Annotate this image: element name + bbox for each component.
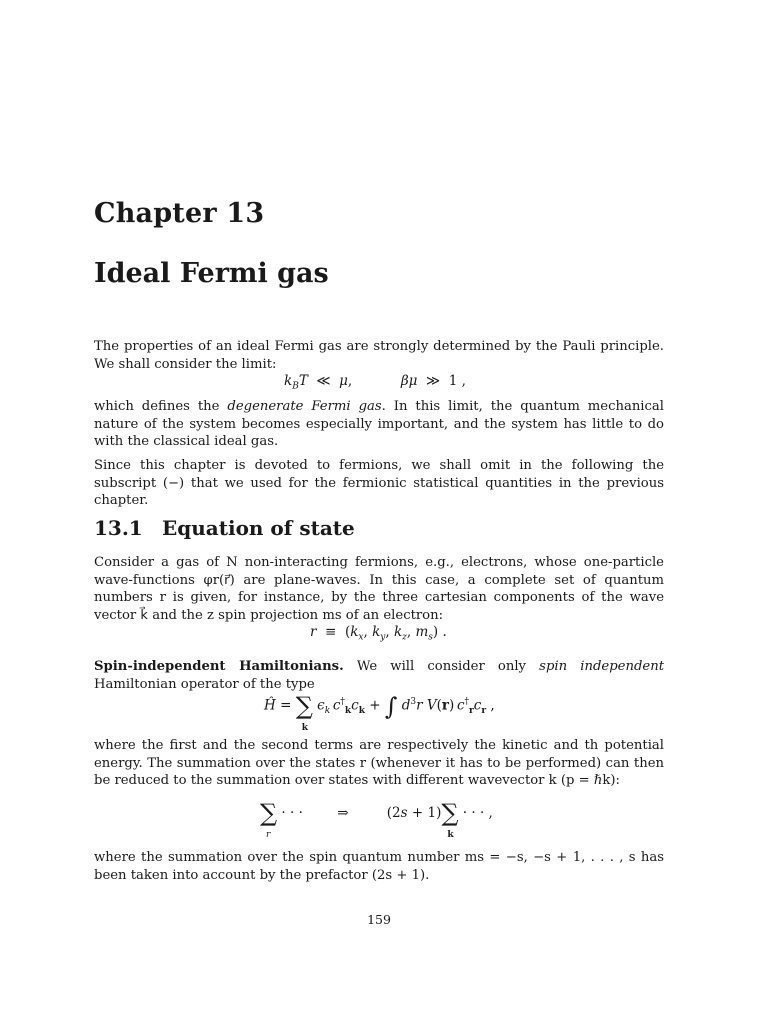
- equation-hamiltonian: Ĥ = ∑ k $\epsilon_k$ $c^\dagger_kc_k$ + ∫ $d^3r$ V(r) $c^\dagger_rc_r$ ,: [264, 691, 495, 733]
- intro-paragraph-2: which defines the degenerate Fermi gas. In this limit, the quantum mechanical nature of the system becomes especially important, and the system has little to do with the classical ideal gas.: [94, 399, 664, 449]
- section-number: 13.1: [94, 516, 143, 540]
- section-paragraph-2: where the first and the second terms are respectively the kinetic and th potential energy. The summation over the states r (whenever it has to be performed) can then be reduced to the summation over states with different wavevector k (p = ℏk):: [94, 738, 664, 788]
- intro-paragraph-1: The properties of an ideal Fermi gas are strongly determined by the Pauli principle. We shall consider the limit:: [94, 339, 664, 372]
- intro-paragraph-3: Since this chapter is devoted to fermions, we shall omit in the following the subscript (−) that we used for the fermionic statistical quantities in the previous chapter.: [94, 458, 664, 508]
- section-title: Equation of state: [162, 516, 355, 540]
- chapter-title: Ideal Fermi gas: [94, 258, 329, 289]
- equation-quantum-numbers: $r \equiv (k_x$, $k_y$, $k_z$, $m_s$) .: [310, 624, 447, 643]
- chapter-label: Chapter 13: [94, 198, 265, 229]
- page-number: 159: [367, 912, 391, 927]
- equation-summation: ∑ r · · · ⇒ (2s + 1)∑ k · · · ,: [260, 799, 493, 840]
- section-heading: [94, 516, 355, 540]
- spin-heading: Spin-independent Hamiltonians.: [94, 659, 344, 674]
- section-paragraph-1: Consider a gas of N non-interacting fermions, e.g., electrons, whose one-particle wave-functions φr(r⃗) are plane-waves. In this case, a complete set of quantum numbers r is given, for instance, by the three cartesian components of the wave vector k⃗ and the z spin projection ms of an electron:: [94, 555, 664, 623]
- spin-paragraph: Spin-independent Hamiltonians. We will consider only spin independent Hamiltonian operator of the type: [94, 659, 664, 692]
- equation-limit: $k_BT$ ≪ μ, βμ ≫ 1 ,: [284, 373, 466, 392]
- section-paragraph-3: where the summation over the spin quantum number ms = −s, −s + 1, . . . , s has been taken into account by the prefactor (2s + 1).: [94, 850, 664, 883]
